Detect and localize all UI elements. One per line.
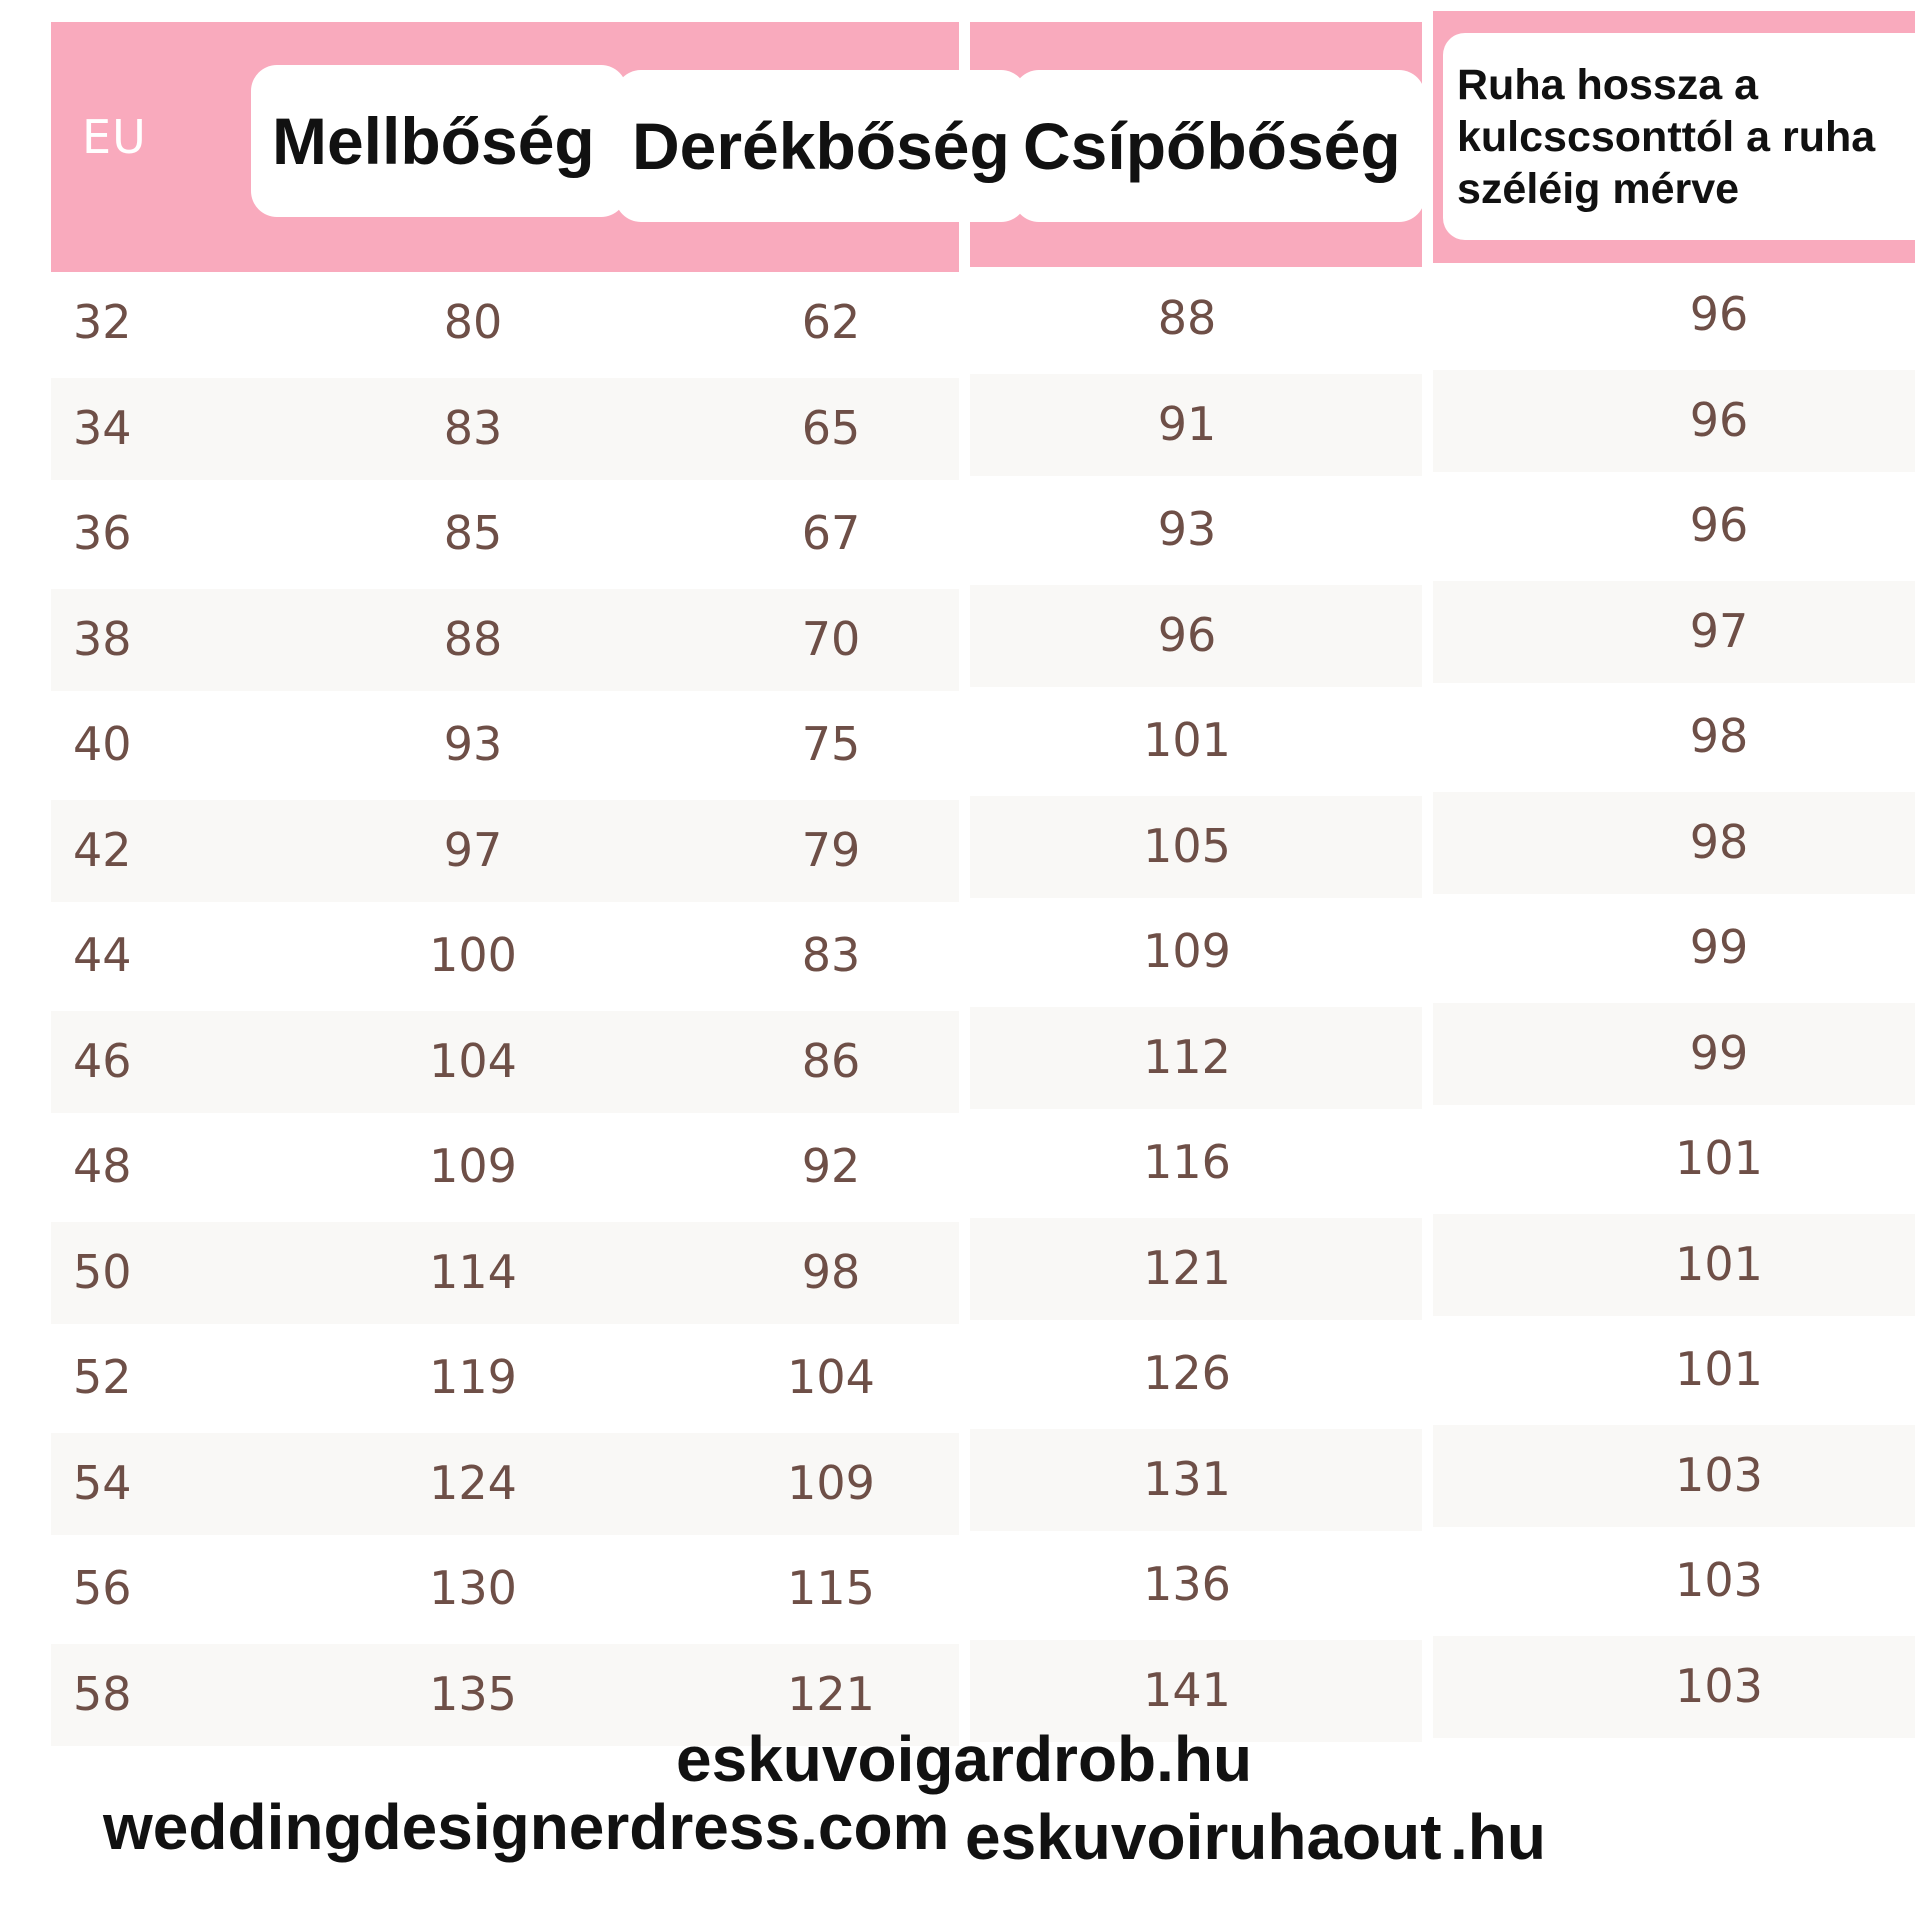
cell-hip: 109 (1143, 924, 1231, 978)
row-stripe (1433, 1214, 1915, 1316)
header-waist: Derékbőség (615, 70, 1027, 222)
cell-waist: 115 (787, 1561, 875, 1615)
cell-hip: 88 (1157, 291, 1217, 345)
cell-waist: 79 (801, 822, 861, 877)
cell-length: 103 (1675, 1553, 1763, 1607)
cell-waist: 104 (787, 1350, 875, 1404)
cell-waist: 98 (801, 1244, 861, 1299)
row-stripe (1433, 1425, 1915, 1527)
cell-length: 96 (1689, 287, 1749, 341)
cell-hip: 121 (1143, 1240, 1231, 1295)
cell-hip: 116 (1143, 1135, 1231, 1189)
cell-eu: 32 (73, 295, 132, 349)
watermark-right-b: .hu (1450, 1801, 1546, 1873)
cell-hip: 93 (1157, 502, 1217, 556)
cell-eu: 36 (73, 506, 132, 560)
cell-bust: 97 (443, 822, 503, 877)
header-eu: EU (82, 110, 147, 164)
cell-hip: 126 (1143, 1346, 1231, 1400)
cell-bust: 93 (443, 717, 503, 771)
header-length-line: széléig mérve (1457, 164, 1740, 213)
row-stripe (1433, 1003, 1915, 1105)
cell-eu: 44 (73, 928, 132, 982)
cell-eu: 56 (73, 1561, 132, 1615)
cell-bust: 83 (443, 400, 503, 455)
row-stripe (1433, 370, 1915, 472)
cell-hip: 141 (1143, 1662, 1231, 1717)
cell-bust: 124 (429, 1455, 517, 1510)
cell-waist: 92 (801, 1139, 861, 1193)
cell-length: 101 (1675, 1342, 1763, 1396)
cell-waist: 86 (801, 1033, 861, 1088)
cell-eu: 50 (73, 1244, 132, 1299)
cell-bust: 130 (429, 1561, 517, 1615)
cell-waist: 83 (801, 928, 861, 982)
cell-bust: 114 (429, 1244, 517, 1299)
cell-hip: 136 (1143, 1557, 1231, 1611)
cell-eu: 40 (73, 717, 132, 771)
cell-hip: 112 (1143, 1029, 1231, 1084)
cell-length: 98 (1689, 814, 1749, 869)
cell-bust: 100 (429, 928, 517, 982)
header-bust: Mellbőség (251, 65, 627, 217)
cell-waist: 65 (801, 400, 861, 455)
cell-hip: 91 (1157, 396, 1217, 451)
cell-bust: 85 (443, 506, 503, 560)
cell-length: 103 (1675, 1658, 1763, 1713)
cell-eu: 58 (73, 1666, 132, 1721)
cell-length: 99 (1689, 920, 1749, 974)
row-stripe (1433, 581, 1915, 683)
cell-eu: 42 (73, 822, 132, 877)
cell-waist: 121 (787, 1666, 875, 1721)
cell-waist: 109 (787, 1455, 875, 1510)
watermark-right-a: eskuvoiruhaout (965, 1801, 1442, 1873)
cell-eu: 52 (73, 1350, 132, 1404)
cell-waist: 75 (801, 717, 861, 771)
cell-hip: 101 (1143, 713, 1231, 767)
cell-bust: 80 (443, 295, 503, 349)
row-stripe (1433, 1636, 1915, 1738)
cell-eu: 46 (73, 1033, 132, 1088)
cell-hip: 105 (1143, 818, 1231, 873)
cell-length: 103 (1675, 1447, 1763, 1502)
header-hip: Csípőbőség (1013, 70, 1425, 222)
watermark-left: weddingdesignerdress.com (103, 1791, 950, 1863)
cell-length: 99 (1689, 1025, 1749, 1080)
watermark-top: eskuvoigardrob.hu (676, 1723, 1253, 1795)
header-length-line: kulcscsonttól a ruha (1457, 112, 1876, 161)
cell-length: 101 (1675, 1236, 1763, 1291)
cell-waist: 67 (801, 506, 861, 560)
header-length (1443, 33, 1920, 240)
cell-length: 97 (1689, 603, 1749, 658)
cell-bust: 135 (429, 1666, 517, 1721)
cell-bust: 104 (429, 1033, 517, 1088)
row-stripe (1433, 792, 1915, 894)
cell-waist: 70 (801, 611, 861, 666)
cell-eu: 38 (73, 611, 132, 666)
cell-length: 96 (1689, 498, 1749, 552)
cell-bust: 109 (429, 1139, 517, 1193)
header-length-line: Ruha hossza a (1457, 60, 1759, 109)
cell-bust: 119 (429, 1350, 517, 1404)
cell-length: 101 (1675, 1131, 1763, 1185)
cell-eu: 34 (73, 400, 132, 455)
cell-eu: 48 (73, 1139, 132, 1193)
cell-hip: 131 (1143, 1451, 1231, 1506)
cell-waist: 62 (801, 295, 861, 349)
cell-length: 98 (1689, 709, 1749, 763)
cell-hip: 96 (1157, 607, 1217, 662)
cell-bust: 88 (443, 611, 503, 666)
cell-length: 96 (1689, 392, 1749, 447)
cell-eu: 54 (73, 1455, 132, 1510)
